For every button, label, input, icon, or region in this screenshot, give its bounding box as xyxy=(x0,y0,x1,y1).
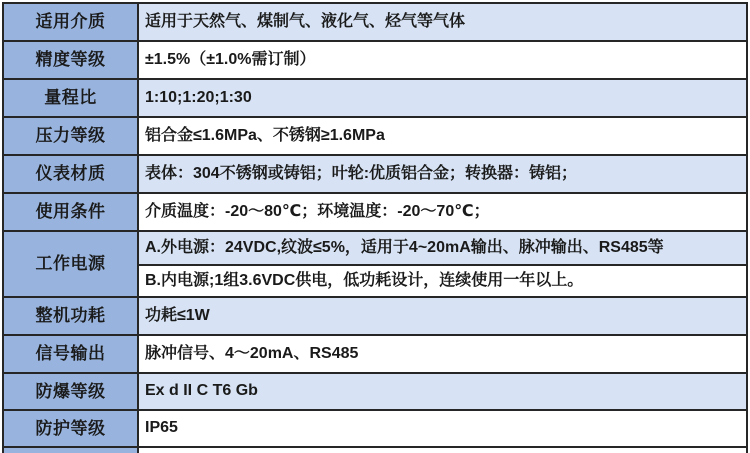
partial-next-row-label-cell xyxy=(4,448,137,453)
row-3-label-cell: 压力等级 xyxy=(4,118,137,154)
row-1-label-cell: 精度等级 xyxy=(4,42,137,78)
spec-table xyxy=(2,2,748,453)
row-1-value-cell: ±1.5%（±1.0%需订制） xyxy=(139,42,746,78)
row-4-label-cell: 仪表材质 xyxy=(4,156,137,192)
row-6-value-a-cell: A.外电源：24VDC,纹波≤5%，适用于4~20mA输出、脉冲输出、RS485等 xyxy=(139,232,746,264)
row-3-value-cell: 铝合金≤1.6MPa、不锈钢≥1.6MPa xyxy=(139,118,746,154)
row-0-label-cell: 适用介质 xyxy=(4,4,137,40)
row-7-label-cell: 整机功耗 xyxy=(4,298,137,334)
row-4-value-cell: 表体：304不锈钢或铸铝；叶轮:优质铝合金；转换器：铸铝； xyxy=(139,156,746,192)
partial-next-row-value-cell xyxy=(139,448,746,453)
row-2-label-cell: 量程比 xyxy=(4,80,137,116)
row-2-value-cell: 1:10;1:20;1:30 xyxy=(139,80,746,116)
row-10-label-cell: 防护等级 xyxy=(4,411,137,446)
row-9-value-cell: Ex d II C T6 Gb xyxy=(139,374,746,409)
row-0-value-cell: 适用于天然气、煤制气、液化气、烃气等气体 xyxy=(139,4,746,40)
row-5-value-cell: 介质温度：-20～80℃；环境温度：-20～70℃； xyxy=(139,194,746,230)
row-5-label-cell: 使用条件 xyxy=(4,194,137,230)
row-8-value-cell: 脉冲信号、4～20mA、RS485 xyxy=(139,336,746,372)
row-7-value-cell: 功耗≤1W xyxy=(139,298,746,334)
row-9-label-cell: 防爆等级 xyxy=(4,374,137,409)
row-6-value-b-cell: B.内电源;1组3.6VDC供电，低功耗设计，连续使用一年以上。 xyxy=(139,266,746,296)
row-6-label-cell-merged: 工作电源 xyxy=(4,232,137,296)
row-8-label-cell: 信号输出 xyxy=(4,336,137,372)
row-10-value-cell: IP65 xyxy=(139,411,746,446)
